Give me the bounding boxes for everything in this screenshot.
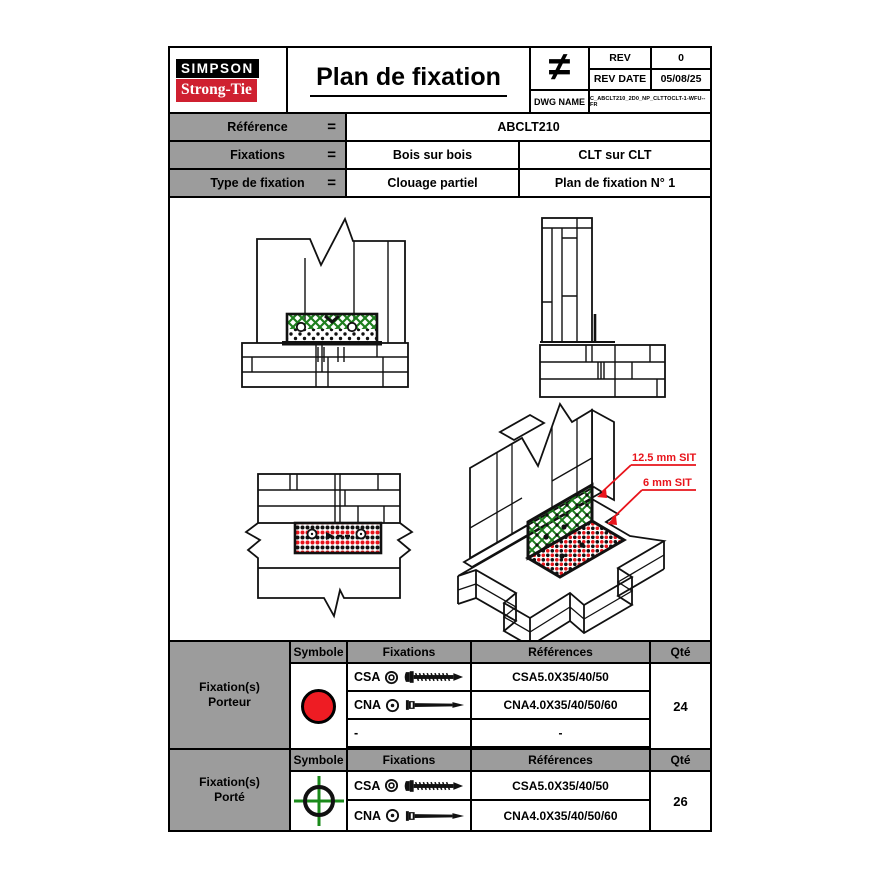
porteur-fastener-table	[170, 640, 710, 748]
fixation-plan-document	[168, 46, 712, 832]
plan-view	[240, 470, 415, 630]
fixations-label-cell: Fixations =	[170, 142, 347, 170]
side-elevation-view	[520, 212, 670, 402]
col-header-qte: Qté	[651, 750, 710, 772]
rev-value: 0	[650, 48, 710, 70]
porteur-ref-csa: CSA5.0X35/40/50	[472, 664, 651, 692]
dwg-name-label: DWG NAME	[534, 96, 585, 107]
page-title: Plan de fixation	[288, 48, 529, 112]
annotation-6mm-sit: 6 mm SIT	[643, 477, 692, 489]
reference-label-cell: Référence =	[170, 114, 347, 142]
washer-head-icon	[385, 808, 400, 823]
csa-screw-icon	[403, 779, 465, 793]
isometric-view	[442, 400, 710, 640]
washer-head-icon	[384, 778, 399, 793]
porte-table-title: Fixation(s) Porté	[170, 750, 291, 830]
equals-icon: =	[327, 118, 336, 136]
porteur-qty-cell: 24	[651, 664, 710, 748]
annotation-12-5mm-sit: 12.5 mm SIT	[632, 452, 697, 464]
drawing-views-area	[170, 198, 710, 640]
porte-row-csa: CSA	[348, 772, 472, 801]
porteur-ref-empty: -	[472, 720, 651, 748]
porteur-row-csa: CSA	[348, 664, 472, 692]
porte-ref-csa: CSA5.0X35/40/50	[472, 772, 651, 801]
col-header-references: Références	[472, 642, 651, 664]
porteur-row-empty: -	[348, 720, 472, 748]
simpson-strongtie-logo	[170, 48, 288, 112]
not-equal-icon: ≠	[531, 48, 588, 91]
col-header-fixations: Fixations	[348, 750, 472, 772]
col-header-qte: Qté	[651, 642, 710, 664]
col-header-fixations: Fixations	[348, 642, 472, 664]
porteur-table-title: Fixation(s) Porteur	[170, 642, 291, 748]
porte-row-cna: CNA	[348, 801, 472, 830]
fixations-value-left-cell: Bois sur bois	[347, 142, 520, 170]
porte-symbol-cell	[291, 772, 348, 830]
rev-date-value: 05/08/25	[650, 70, 710, 92]
logo-strongtie-text: Strong-Tie	[176, 79, 257, 102]
porte-fastener-table	[170, 748, 710, 830]
logo-simpson-text: SIMPSON	[176, 59, 259, 78]
rev-label: REV	[588, 48, 650, 70]
porteur-symbol-cell	[291, 664, 348, 748]
equals-icon: =	[327, 174, 336, 192]
dwg-name-value: C_ABCLT210_2D0_NP_CLTTOCLT-1-WFU--FR	[588, 91, 710, 112]
cna-nail-icon	[404, 698, 466, 712]
cna-nail-icon	[404, 809, 466, 823]
reference-value-cell: ABCLT210	[347, 114, 710, 142]
washer-head-icon	[385, 698, 400, 713]
col-header-symbole: Symbole	[291, 642, 348, 664]
fixation-type-label-cell: Type de fixation =	[170, 170, 347, 198]
porte-ref-cna: CNA4.0X35/40/50/60	[472, 801, 651, 830]
rev-date-label: REV DATE	[588, 70, 650, 92]
revision-block	[529, 44, 710, 112]
porteur-row-cna: CNA	[348, 692, 472, 720]
angle-bracket-plan	[295, 523, 381, 553]
equals-icon: =	[327, 146, 336, 164]
front-elevation-view	[230, 210, 420, 410]
reference-info-table	[170, 114, 710, 198]
angle-bracket-front	[282, 314, 382, 346]
porteur-ref-cna: CNA4.0X35/40/50/60	[472, 692, 651, 720]
title-block	[170, 44, 710, 114]
fixations-value-right-cell: CLT sur CLT	[520, 142, 710, 170]
fixation-type-value-right-cell: Plan de fixation N° 1	[520, 170, 710, 198]
porteur-symbol-red-circle	[301, 689, 336, 724]
csa-screw-icon	[403, 670, 465, 684]
col-header-symbole: Symbole	[291, 750, 348, 772]
porte-symbol-crosshair-circle	[292, 774, 346, 828]
porte-qty-cell: 26	[651, 772, 710, 830]
fixation-type-value-left-cell: Clouage partiel	[347, 170, 520, 198]
washer-head-icon	[384, 670, 399, 685]
col-header-references: Références	[472, 750, 651, 772]
